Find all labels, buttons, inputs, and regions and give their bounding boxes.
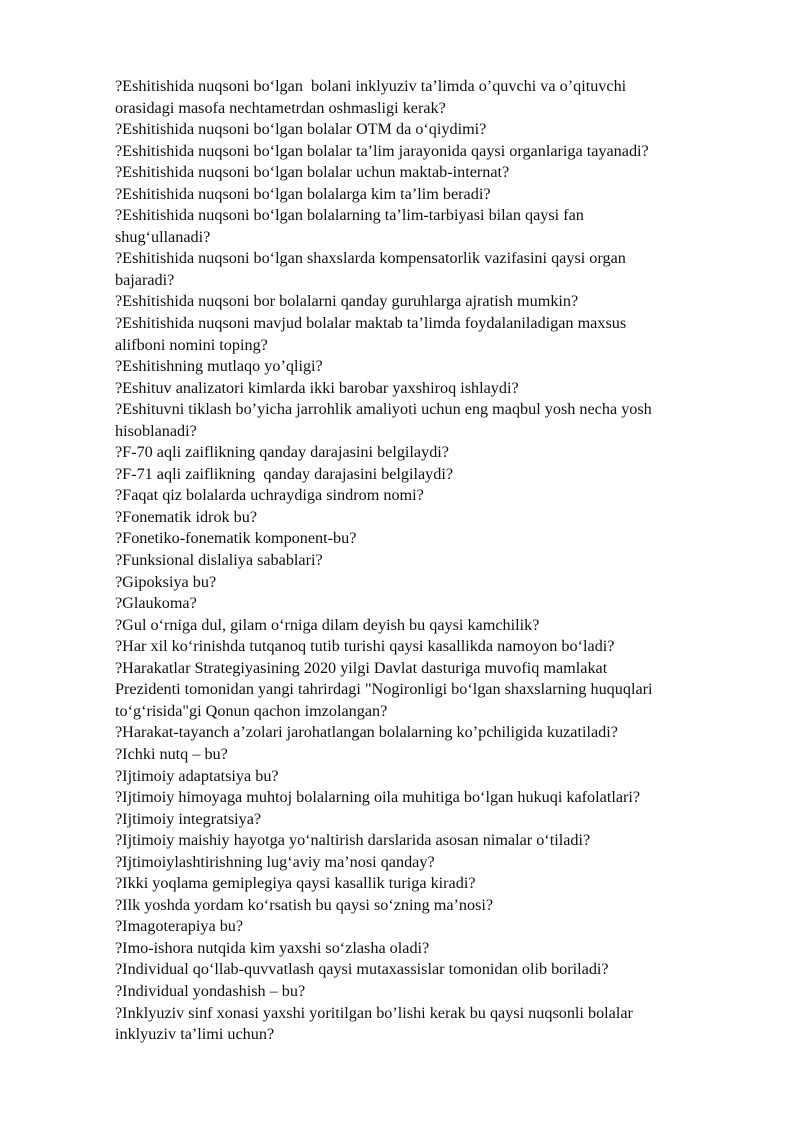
text-line: ?Ilk yoshda yordam ko‘rsatish bu qaysi so‘zning ma’nosi? (115, 895, 494, 914)
text-line: ?Eshituvni tiklash bo’yicha jarrohlik amaliyoti uchun eng maqbul yosh necha yosh (115, 400, 652, 419)
text-line: ?Harakatlar Strategiyasining 2020 yilgi Davlat dasturiga muvofiq mamlakat (115, 658, 608, 677)
text-line: ?Faqat qiz bolalarda uchraydiga sindrom nomi? (115, 486, 424, 505)
text-line: ?Fonematik idrok bu? (115, 507, 258, 526)
text-line: ?Har xil ko‘rinishda tutqanoq tutib turishi qaysi kasallikda namoyon bo‘ladi? (115, 637, 615, 656)
text-line: orasidagi masofa nechtametrdan oshmasligi kerak? (115, 98, 446, 117)
text-line: ?F-70 aqli zaiflikning qanday darajasini belgilaydi? (115, 443, 449, 462)
text-line: ?Eshitishida nuqsoni bo‘lgan shaxslarda kompensatorlik vazifasini qaysi organ (115, 249, 626, 268)
text-line: ?Eshitishida nuqsoni bo‘lgan bolalarning ta’lim-tarbiyasi bilan qaysi fan (115, 206, 584, 225)
text-line: alifboni nomini toping? (115, 335, 268, 354)
text-line: ?Fonetiko-fonematik komponent-bu? (115, 529, 357, 548)
text-line: ?Eshitishida nuqsoni bo‘lgan bolani inklyuziv ta’limda o’quvchi va o’qituvchi (115, 77, 627, 95)
text-line: shug‘ullanadi? (115, 227, 211, 246)
text-line: hisoblanadi? (115, 421, 197, 440)
text-line: ?Glaukoma? (115, 594, 197, 613)
text-line: ?Individual yondashish – bu? (115, 981, 306, 1000)
text-line: ?Eshitishida nuqsoni bo‘lgan bolalar ta’lim jarayonida qaysi organlariga tayanadi? (115, 141, 649, 160)
document-page (115, 76, 755, 1046)
text-line: ?Harakat-tayanch a’zolari jarohatlangan bolalarning ko’pchiligida kuzatiladi? (115, 723, 618, 742)
text-line: ?Gipoksiya bu? (115, 572, 217, 591)
text-line: ?Eshituv analizatori kimlarda ikki barobar yaxshiroq ishlaydi? (115, 378, 519, 397)
text-line: ?Eshitishida nuqsoni bor bolalarni qanday guruhlarga ajratish mumkin? (115, 292, 579, 311)
text-line: ?Ikki yoqlama gemiplegiya qaysi kasallik turiga kiradi? (115, 874, 476, 893)
text-line: to‘g‘risida"gi Qonun qachon imzolangan? (115, 701, 388, 720)
text-line: ?Eshitishida nuqsoni bo‘lgan bolalarga kim ta’lim beradi? (115, 184, 491, 203)
text-line: ?Eshitishida nuqsoni bo‘lgan bolalar uchun maktab-internat? (115, 163, 510, 182)
text-line: ?Imagoterapiya bu? (115, 917, 244, 936)
text-line: ?Ijtimoiy integratsiya? (115, 809, 262, 828)
text-line: ?Individual qo‘llab-quvvatlash qaysi mutaxassislar tomonidan olib boriladi? (115, 960, 609, 979)
text-line: ?Eshitishida nuqsoni bo‘lgan bolalar OTM da o‘qiydimi? (115, 120, 487, 139)
text-line: ?Ijtimoiylashtirishning lug‘aviy ma’nosi qanday? (115, 852, 435, 871)
text-line: ?Eshitishning mutlaqo yo’qligi? (115, 357, 323, 376)
text-line: ?F-71 aqli zaiflikning qanday darajasini belgilaydi? (115, 464, 454, 483)
text-line: ?Ijtimoiy himoyaga muhtoj bolalarning oila muhitiga bo‘lgan hukuqi kafolatlari? (115, 788, 641, 807)
text-line: ?Ijtimoiy adaptatsiya bu? (115, 766, 279, 785)
text-line: ?Gul o‘rniga dul, gilam o‘rniga dilam deyish bu qaysi kamchilik? (115, 615, 540, 634)
text-line: ?Funksional dislaliya sabablari? (115, 551, 323, 570)
text-line: ?Eshitishida nuqsoni mavjud bolalar maktab ta’limda foydalaniladigan maxsus (115, 314, 627, 333)
text-line: bajaradi? (115, 270, 175, 289)
text-line: ?Inklyuziv sinf xonasi yaxshi yoritilgan bo’lishi kerak bu qaysi nuqsonli bolalar (115, 1003, 633, 1022)
text-line: ?Ichki nutq – bu? (115, 744, 228, 763)
text-line: Prezidenti tomonidan yangi tahrirdagi "Nogironligi bo‘lgan shaxslarning huquqlari (115, 680, 653, 699)
text-line: ?Ijtimoiy maishiy hayotga yo‘naltirish darslarida asosan nimalar o‘tiladi? (115, 831, 591, 850)
text-line: ?Imo-ishora nutqida kim yaxshi so‘zlasha oladi? (115, 938, 430, 957)
text-line: inklyuziv ta’limi uchun? (115, 1025, 275, 1044)
